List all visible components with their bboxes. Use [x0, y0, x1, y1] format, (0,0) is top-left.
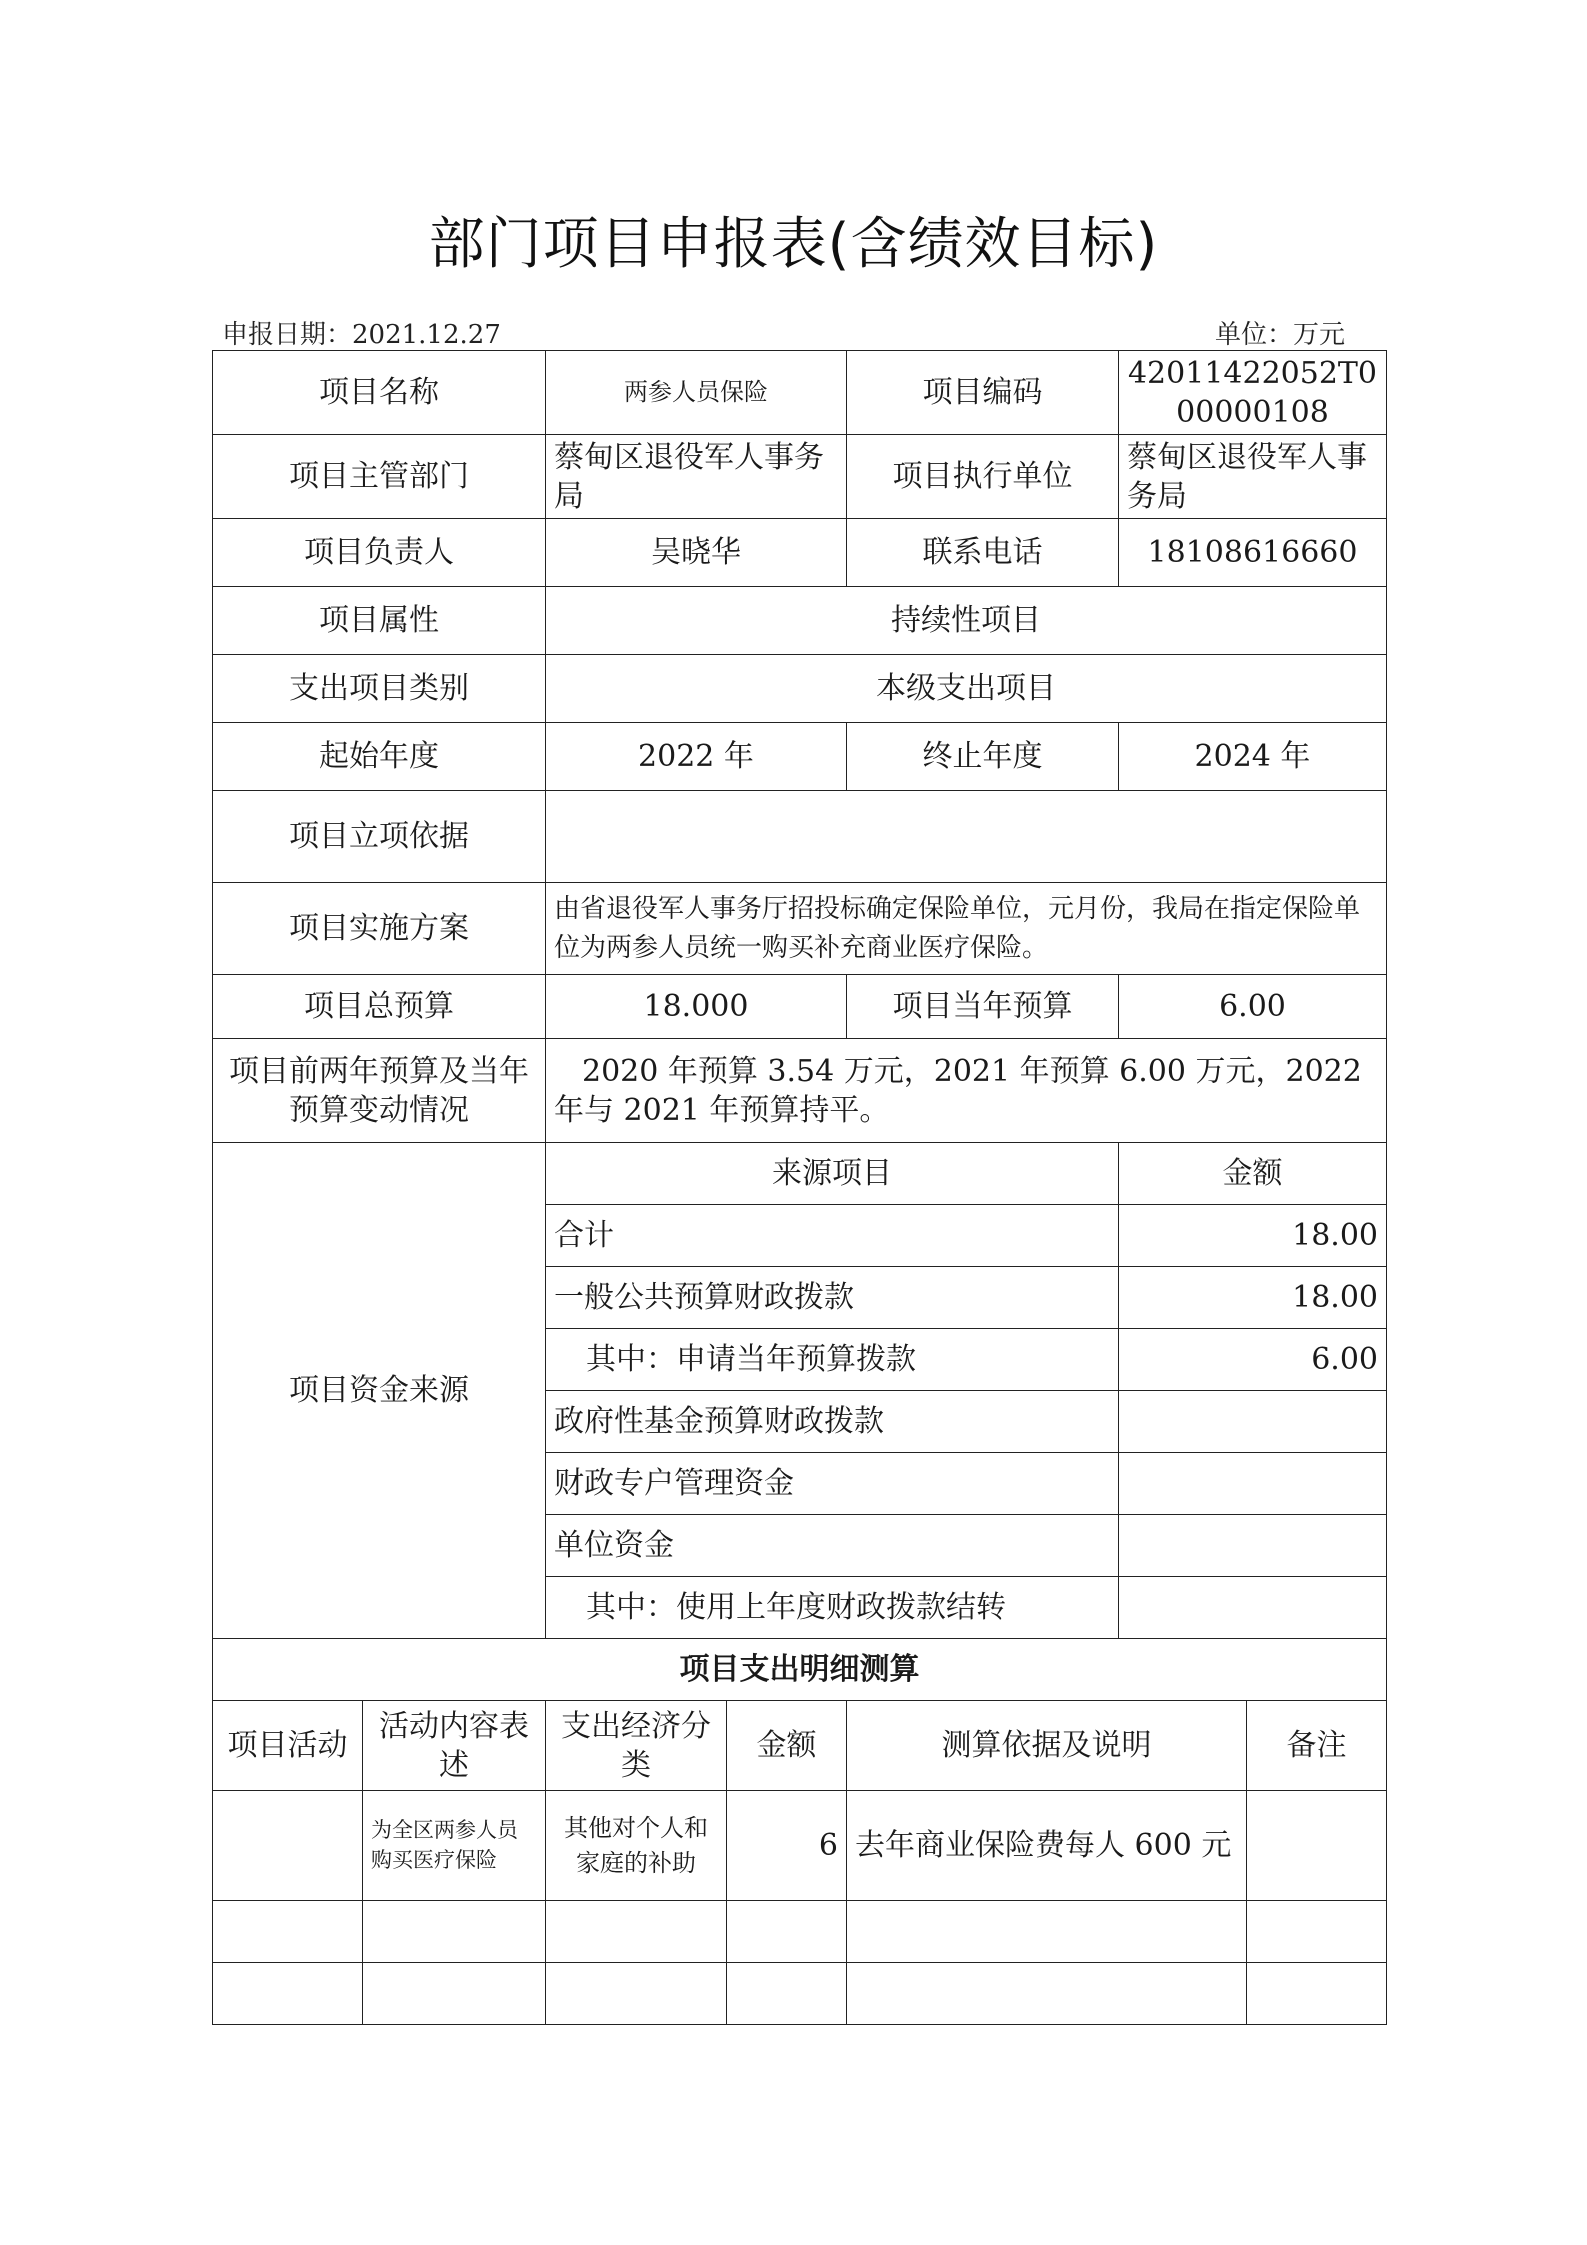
basis-value: [546, 791, 1387, 883]
funding-row-label: 单位资金: [546, 1515, 1119, 1577]
phone-label: 联系电话: [847, 519, 1119, 587]
detail-empty-cell: [847, 1963, 1247, 2025]
category-value: 本级支出项目: [546, 655, 1387, 723]
detail-econ: 其他对个人和家庭的补助: [546, 1791, 727, 1901]
detail-header-amount: 金额: [727, 1701, 847, 1791]
detail-empty-cell: [727, 1901, 847, 1963]
detail-header-content: 活动内容表述: [363, 1701, 546, 1791]
detail-empty-cell: [213, 1963, 363, 2025]
total-budget-label: 项目总预算: [213, 975, 546, 1039]
detail-note: [1247, 1791, 1387, 1901]
phone-value: 18108616660: [1119, 519, 1387, 587]
attribute-label: 项目属性: [213, 587, 546, 655]
year-budget-value: 6.00: [1119, 975, 1387, 1039]
detail-empty-cell: [213, 1901, 363, 1963]
category-label: 支出项目类别: [213, 655, 546, 723]
detail-empty-cell: [847, 1901, 1247, 1963]
funding-row-amount: [1119, 1453, 1387, 1515]
supervisor-dept-label: 项目主管部门: [213, 435, 546, 519]
detail-amount: 6: [727, 1791, 847, 1901]
funding-col-amount: 金额: [1119, 1143, 1387, 1205]
detail-header-basis: 测算依据及说明: [847, 1701, 1247, 1791]
detail-section-title: 项目支出明细测算: [213, 1639, 1387, 1701]
project-name-value: 两参人员保险: [546, 351, 847, 435]
funding-row-amount: 18.00: [1119, 1205, 1387, 1267]
plan-value: 由省退役军人事务厅招投标确定保险单位，元月份，我局在指定保险单位为两参人员统一购买补充商业医疗保险。: [546, 883, 1387, 975]
end-year-value: 2024 年: [1119, 723, 1387, 791]
total-budget-value: 18.000: [546, 975, 847, 1039]
supervisor-dept-value: 蔡甸区退役军人事务局: [546, 435, 847, 519]
report-date: 申报日期：2021.12.27: [222, 320, 501, 350]
page-title: 部门项目申报表(含绩效目标): [428, 212, 1159, 277]
funding-row-label: 其中：使用上年度财政拨款结转: [546, 1577, 1119, 1639]
funding-row-label: 一般公共预算财政拨款: [546, 1267, 1119, 1329]
funding-row-amount: 18.00: [1119, 1267, 1387, 1329]
funding-row-amount: [1119, 1577, 1387, 1639]
leader-value: 吴晓华: [546, 519, 847, 587]
detail-header-activity: 项目活动: [213, 1701, 363, 1791]
leader-label: 项目负责人: [213, 519, 546, 587]
funding-row-label: 其中：申请当年预算拨款: [546, 1329, 1119, 1391]
project-name-label: 项目名称: [213, 351, 546, 435]
history-value: 2020 年预算 3.54 万元，2021 年预算 6.00 万元，2022 年与 2021 年预算持平。: [546, 1039, 1387, 1143]
history-label: 项目前两年预算及当年预算变动情况: [213, 1039, 546, 1143]
detail-activity: [213, 1791, 363, 1901]
detail-content: 为全区两参人员购买医疗保险: [363, 1791, 546, 1901]
project-code-label: 项目编码: [847, 351, 1119, 435]
detail-empty-cell: [727, 1963, 847, 2025]
funding-row-amount: [1119, 1391, 1387, 1453]
detail-header-econ: 支出经济分类: [546, 1701, 727, 1791]
detail-header-note: 备注: [1247, 1701, 1387, 1791]
detail-empty-cell: [363, 1963, 546, 2025]
funding-row-label: 政府性基金预算财政拨款: [546, 1391, 1119, 1453]
attribute-value: 持续性项目: [546, 587, 1387, 655]
detail-empty-cell: [1247, 1901, 1387, 1963]
year-budget-label: 项目当年预算: [847, 975, 1119, 1039]
plan-label: 项目实施方案: [213, 883, 546, 975]
exec-unit-label: 项目执行单位: [847, 435, 1119, 519]
funding-col-source: 来源项目: [546, 1143, 1119, 1205]
start-year-value: 2022 年: [546, 723, 847, 791]
detail-empty-cell: [363, 1901, 546, 1963]
funding-row-label: 财政专户管理资金: [546, 1453, 1119, 1515]
project-table: [212, 350, 1387, 2025]
project-code-value: 42011422052T000000108: [1119, 351, 1387, 435]
basis-label: 项目立项依据: [213, 791, 546, 883]
detail-basis: 去年商业保险费每人 600 元: [847, 1791, 1247, 1901]
funding-row-amount: 6.00: [1119, 1329, 1387, 1391]
funding-label: 项目资金来源: [213, 1143, 546, 1639]
funding-row-amount: [1119, 1515, 1387, 1577]
funding-row-label: 合计: [546, 1205, 1119, 1267]
detail-empty-cell: [546, 1963, 727, 2025]
unit-label: 单位：万元: [1214, 320, 1345, 350]
exec-unit-value: 蔡甸区退役军人事务局: [1119, 435, 1387, 519]
detail-empty-cell: [1247, 1963, 1387, 2025]
start-year-label: 起始年度: [213, 723, 546, 791]
detail-empty-cell: [546, 1901, 727, 1963]
end-year-label: 终止年度: [847, 723, 1119, 791]
